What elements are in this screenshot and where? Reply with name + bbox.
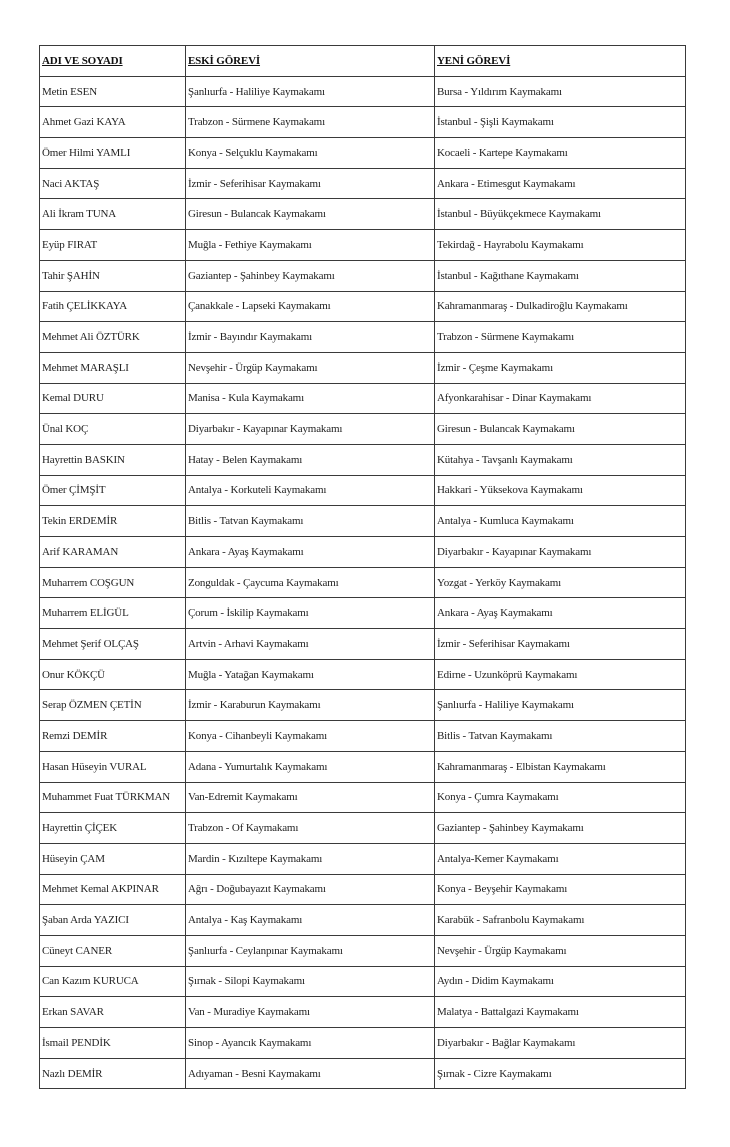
cell-old-post: İzmir - Bayındır Kaymakamı (186, 322, 435, 353)
cell-name: Nazlı DEMİR (40, 1058, 186, 1089)
table-row (40, 966, 686, 997)
table-row (40, 997, 686, 1028)
cell-name: Naci AKTAŞ (40, 168, 186, 199)
cell-name: Kemal DURU (40, 383, 186, 414)
cell-old-post: Çorum - İskilip Kaymakamı (186, 598, 435, 629)
cell-new-post: Ankara - Etimesgut Kaymakamı (435, 168, 686, 199)
table-row (40, 690, 686, 721)
table-row (40, 935, 686, 966)
cell-new-post: Kütahya - Tavşanlı Kaymakamı (435, 444, 686, 475)
cell-new-post: Konya - Beyşehir Kaymakamı (435, 874, 686, 905)
cell-old-post: Mardin - Kızıltepe Kaymakamı (186, 843, 435, 874)
cell-old-post: Şırnak - Silopi Kaymakamı (186, 966, 435, 997)
cell-old-post: Muğla - Yatağan Kaymakamı (186, 659, 435, 690)
cell-old-post: Antalya - Kaş Kaymakamı (186, 905, 435, 936)
table-body (40, 76, 686, 1089)
header-name: ADI VE SOYADI (40, 46, 186, 77)
table-row (40, 107, 686, 138)
table-row (40, 843, 686, 874)
cell-new-post: Kocaeli - Kartepe Kaymakamı (435, 138, 686, 169)
cell-new-post: Konya - Çumra Kaymakamı (435, 782, 686, 813)
cell-old-post: Van-Edremit Kaymakamı (186, 782, 435, 813)
cell-new-post: Ankara - Ayaş Kaymakamı (435, 598, 686, 629)
cell-old-post: Şanlıurfa - Ceylanpınar Kaymakamı (186, 935, 435, 966)
cell-name: Remzi DEMİR (40, 721, 186, 752)
cell-old-post: Trabzon - Sürmene Kaymakamı (186, 107, 435, 138)
cell-new-post: Edirne - Uzunköprü Kaymakamı (435, 659, 686, 690)
table-row (40, 813, 686, 844)
cell-name: Fatih ÇELİKKAYA (40, 291, 186, 322)
cell-old-post: Sinop - Ayancık Kaymakamı (186, 1028, 435, 1059)
table-row (40, 414, 686, 445)
cell-name: Mehmet Kemal AKPINAR (40, 874, 186, 905)
table-row (40, 444, 686, 475)
cell-old-post: Adıyaman - Besni Kaymakamı (186, 1058, 435, 1089)
cell-old-post: Gaziantep - Şahinbey Kaymakamı (186, 260, 435, 291)
cell-old-post: Van - Muradiye Kaymakamı (186, 997, 435, 1028)
cell-old-post: Çanakkale - Lapseki Kaymakamı (186, 291, 435, 322)
cell-new-post: Karabük - Safranbolu Kaymakamı (435, 905, 686, 936)
table-row (40, 721, 686, 752)
cell-name: Eyüp FIRAT (40, 230, 186, 261)
cell-new-post: Şanlıurfa - Haliliye Kaymakamı (435, 690, 686, 721)
cell-new-post: Antalya - Kumluca Kaymakamı (435, 506, 686, 537)
cell-name: Serap ÖZMEN ÇETİN (40, 690, 186, 721)
cell-new-post: Bursa - Yıldırım Kaymakamı (435, 76, 686, 107)
table-row (40, 260, 686, 291)
cell-old-post: İzmir - Karaburun Kaymakamı (186, 690, 435, 721)
cell-name: Tekin ERDEMİR (40, 506, 186, 537)
table-row (40, 537, 686, 568)
table-row (40, 905, 686, 936)
header-new-post: YENİ GÖREVİ (435, 46, 686, 77)
cell-old-post: İzmir - Seferihisar Kaymakamı (186, 168, 435, 199)
cell-old-post: Muğla - Fethiye Kaymakamı (186, 230, 435, 261)
cell-old-post: Trabzon - Of Kaymakamı (186, 813, 435, 844)
table-row (40, 659, 686, 690)
cell-old-post: Adana - Yumurtalık Kaymakamı (186, 751, 435, 782)
cell-name: Şaban Arda YAZICI (40, 905, 186, 936)
cell-old-post: Nevşehir - Ürgüp Kaymakamı (186, 352, 435, 383)
cell-name: Mehmet MARAŞLI (40, 352, 186, 383)
table-row (40, 199, 686, 230)
cell-new-post: Malatya - Battalgazi Kaymakamı (435, 997, 686, 1028)
cell-old-post: Konya - Selçuklu Kaymakamı (186, 138, 435, 169)
cell-new-post: Afyonkarahisar - Dinar Kaymakamı (435, 383, 686, 414)
cell-new-post: Giresun - Bulancak Kaymakamı (435, 414, 686, 445)
cell-name: Ünal KOÇ (40, 414, 186, 445)
cell-name: Muharrem COŞGUN (40, 567, 186, 598)
cell-new-post: Nevşehir - Ürgüp Kaymakamı (435, 935, 686, 966)
cell-name: Hayrettin BASKIN (40, 444, 186, 475)
cell-name: Can Kazım KURUCA (40, 966, 186, 997)
cell-name: Arif KARAMAN (40, 537, 186, 568)
table-row (40, 598, 686, 629)
cell-name: Mehmet Şerif OLÇAŞ (40, 629, 186, 660)
table-row (40, 782, 686, 813)
cell-new-post: Tekirdağ - Hayrabolu Kaymakamı (435, 230, 686, 261)
cell-new-post: İzmir - Seferihisar Kaymakamı (435, 629, 686, 660)
table-row (40, 751, 686, 782)
cell-name: Mehmet Ali ÖZTÜRK (40, 322, 186, 353)
cell-name: Ömer Hilmi YAMLI (40, 138, 186, 169)
table-row (40, 383, 686, 414)
cell-new-post: İzmir - Çeşme Kaymakamı (435, 352, 686, 383)
cell-old-post: Bitlis - Tatvan Kaymakamı (186, 506, 435, 537)
cell-name: Tahir ŞAHİN (40, 260, 186, 291)
cell-new-post: Diyarbakır - Kayapınar Kaymakamı (435, 537, 686, 568)
table-row (40, 567, 686, 598)
table-row (40, 138, 686, 169)
cell-new-post: Kahramanmaraş - Elbistan Kaymakamı (435, 751, 686, 782)
cell-new-post: Aydın - Didim Kaymakamı (435, 966, 686, 997)
cell-old-post: Antalya - Korkuteli Kaymakamı (186, 475, 435, 506)
table-row (40, 352, 686, 383)
cell-new-post: Diyarbakır - Bağlar Kaymakamı (435, 1028, 686, 1059)
cell-old-post: Zonguldak - Çaycuma Kaymakamı (186, 567, 435, 598)
cell-new-post: Gaziantep - Şahinbey Kaymakamı (435, 813, 686, 844)
cell-old-post: Şanlıurfa - Haliliye Kaymakamı (186, 76, 435, 107)
table-row (40, 874, 686, 905)
cell-name: Erkan SAVAR (40, 997, 186, 1028)
cell-name: Cüneyt CANER (40, 935, 186, 966)
table-row (40, 506, 686, 537)
table-row (40, 76, 686, 107)
cell-name: Ömer ÇİMŞİT (40, 475, 186, 506)
cell-new-post: Bitlis - Tatvan Kaymakamı (435, 721, 686, 752)
cell-name: Muharrem ELİGÜL (40, 598, 186, 629)
cell-old-post: Giresun - Bulancak Kaymakamı (186, 199, 435, 230)
cell-old-post: Artvin - Arhavi Kaymakamı (186, 629, 435, 660)
table-row (40, 1028, 686, 1059)
header-row (40, 46, 686, 77)
cell-old-post: Ağrı - Doğubayazıt Kaymakamı (186, 874, 435, 905)
cell-new-post: Yozgat - Yerköy Kaymakamı (435, 567, 686, 598)
table-row (40, 168, 686, 199)
cell-new-post: İstanbul - Kağıthane Kaymakamı (435, 260, 686, 291)
table-row (40, 322, 686, 353)
cell-new-post: Şırnak - Cizre Kaymakamı (435, 1058, 686, 1089)
cell-old-post: Manisa - Kula Kaymakamı (186, 383, 435, 414)
cell-new-post: Kahramanmaraş - Dulkadiroğlu Kaymakamı (435, 291, 686, 322)
cell-name: Hüseyin ÇAM (40, 843, 186, 874)
cell-old-post: Hatay - Belen Kaymakamı (186, 444, 435, 475)
cell-name: Hayrettin ÇİÇEK (40, 813, 186, 844)
header-old-post: ESKİ GÖREVİ (186, 46, 435, 77)
table-row (40, 1058, 686, 1089)
cell-name: Metin ESEN (40, 76, 186, 107)
table-row (40, 629, 686, 660)
table-row (40, 291, 686, 322)
cell-new-post: İstanbul - Büyükçekmece Kaymakamı (435, 199, 686, 230)
cell-new-post: Hakkari - Yüksekova Kaymakamı (435, 475, 686, 506)
table-row (40, 475, 686, 506)
cell-old-post: Konya - Cihanbeyli Kaymakamı (186, 721, 435, 752)
cell-new-post: İstanbul - Şişli Kaymakamı (435, 107, 686, 138)
cell-name: Ali İkram TUNA (40, 199, 186, 230)
cell-name: Ahmet Gazi KAYA (40, 107, 186, 138)
cell-new-post: Antalya-Kemer Kaymakamı (435, 843, 686, 874)
cell-name: Hasan Hüseyin VURAL (40, 751, 186, 782)
cell-name: Onur KÖKÇÜ (40, 659, 186, 690)
appointments-table (39, 45, 686, 1089)
cell-new-post: Trabzon - Sürmene Kaymakamı (435, 322, 686, 353)
cell-name: İsmail PENDİK (40, 1028, 186, 1059)
table-row (40, 230, 686, 261)
cell-name: Muhammet Fuat TÜRKMAN (40, 782, 186, 813)
cell-old-post: Diyarbakır - Kayapınar Kaymakamı (186, 414, 435, 445)
cell-old-post: Ankara - Ayaş Kaymakamı (186, 537, 435, 568)
